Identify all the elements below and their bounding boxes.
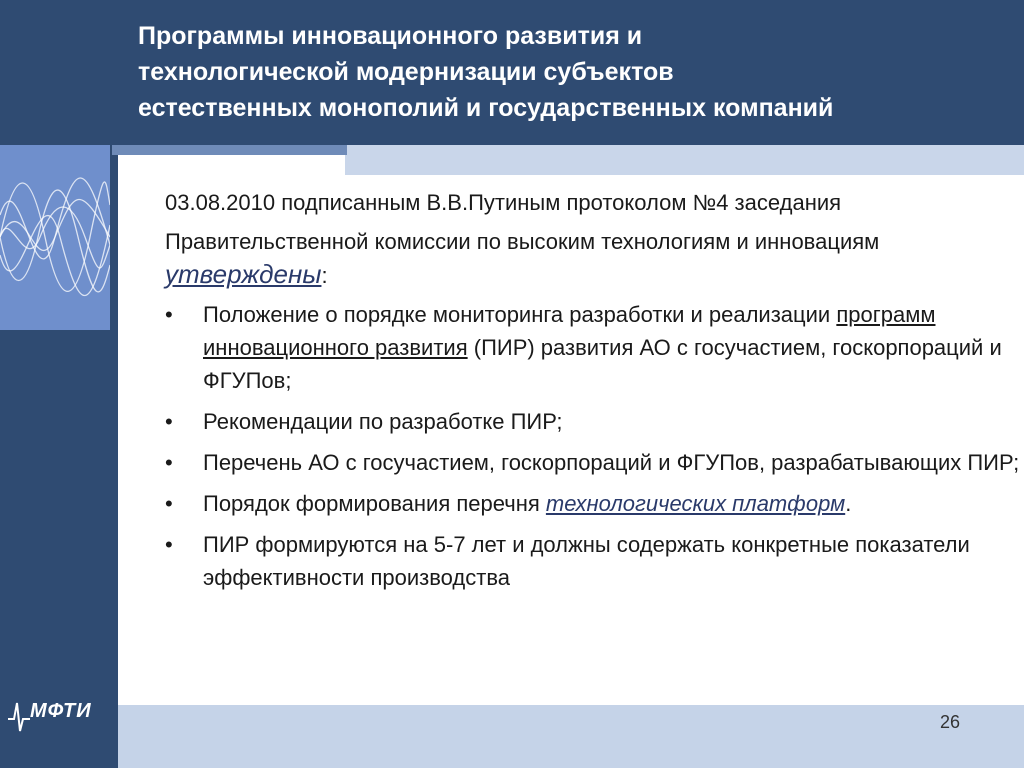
bullet-icon: • [165,450,173,475]
footer-bar [118,705,1024,768]
list-item: • ПИР формируются на 5-7 лет и должны содержать конкретные показатели эффективности производства [165,528,1024,594]
logo-text: МФТИ [30,700,92,722]
bullet-icon: • [165,409,173,434]
slide-body [165,186,1024,602]
title-line-2: технологической модернизации субъектов [138,58,674,86]
bullet-icon: • [165,302,173,327]
slide-title [138,18,1018,126]
top-stripe [345,145,1024,175]
wave-decoration [0,145,110,330]
wave-graphic-icon [0,145,110,330]
pir-link[interactable]: программ инновационного развития [203,302,936,360]
intro-line-2: Правительственной комиссии по высоким технологиям и инновациям утверждены: [165,229,880,289]
bullet-icon: • [165,491,173,516]
list-item: • Положение о порядке мониторинга разработки и реализации программ инновационного развития (ПИР) развития АО с госучастием, госкорпораций и ФГУПов; [165,298,1024,397]
bullet-icon: • [165,532,173,557]
page-number: 26 [939,712,961,732]
list-item: • Перечень АО с госучастием, госкорпораций и ФГУПов, разрабатывающих ПИР; [165,446,1024,479]
title-line-1: Программы инновационного развития и [138,22,643,50]
approved-emphasis: утверждены [165,259,322,289]
list-item: • Рекомендации по разработке ПИР; [165,405,1024,438]
bullet-list [165,298,1024,594]
title-line-3: естественных монополий и государственных компаний [138,94,834,122]
intro-line-1: 03.08.2010 подписанным В.В.Путиным протоколом №4 заседания [165,190,842,215]
tech-platforms-link[interactable]: технологических платформ [545,491,846,516]
list-item: • Порядок формирования перечня технологических платформ. [165,487,1024,520]
top-shadow [112,145,347,155]
